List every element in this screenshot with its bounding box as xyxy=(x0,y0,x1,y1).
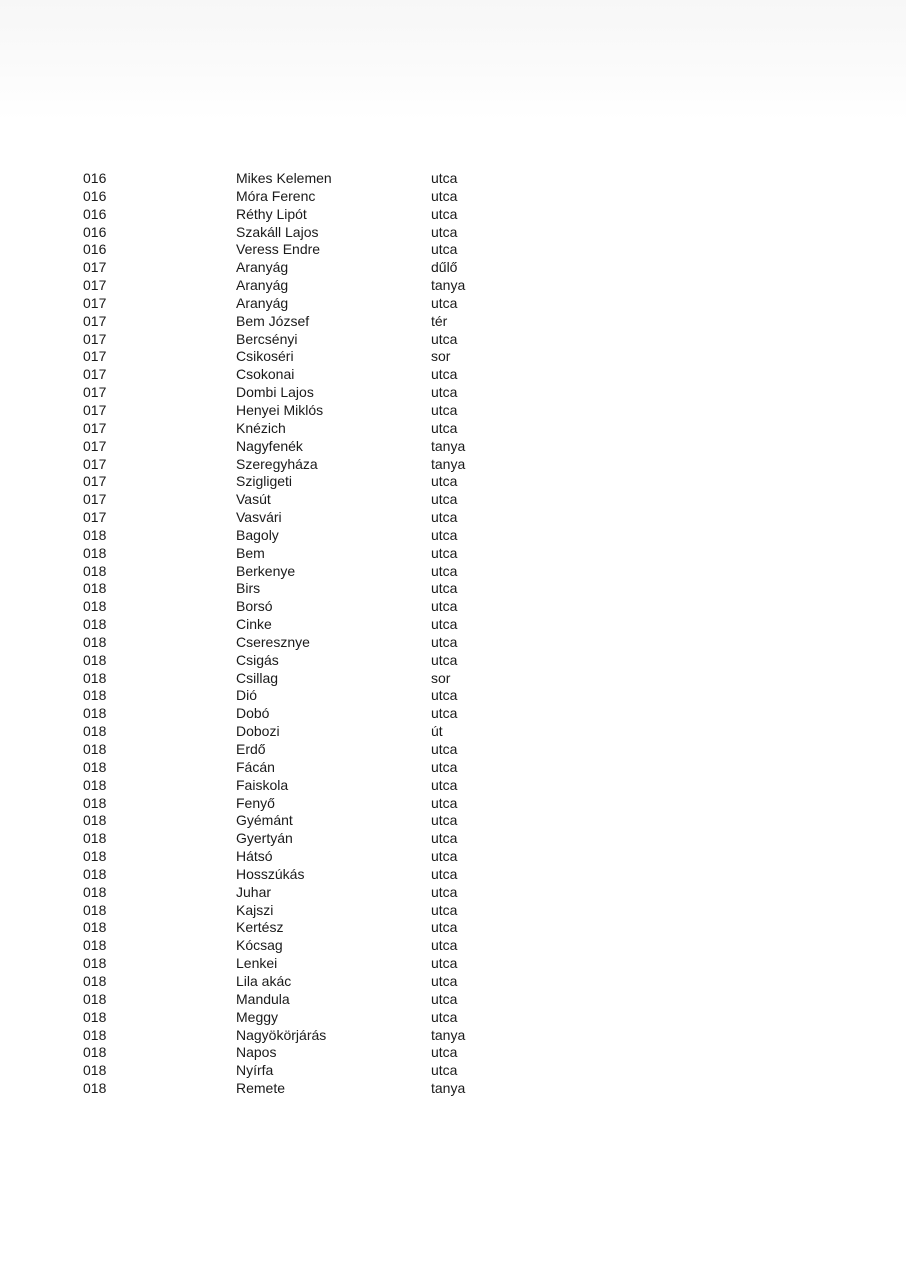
list-item xyxy=(0,563,906,581)
list-item xyxy=(0,348,906,366)
district-code: 018 xyxy=(83,633,107,650)
street-type: utca xyxy=(431,187,458,204)
list-item xyxy=(0,955,906,973)
district-code: 018 xyxy=(83,1008,107,1025)
list-item xyxy=(0,206,906,224)
district-code: 016 xyxy=(83,241,107,258)
district-code: 017 xyxy=(83,437,107,454)
list-item xyxy=(0,991,906,1009)
district-code: 018 xyxy=(83,919,107,936)
street-type: utca xyxy=(431,830,458,847)
district-code: 017 xyxy=(83,294,107,311)
street-name: Dobozi xyxy=(236,723,280,740)
list-item xyxy=(0,652,906,670)
street-type: utca xyxy=(431,384,458,401)
district-code: 018 xyxy=(83,651,107,668)
street-type: utca xyxy=(431,794,458,811)
street-type: utca xyxy=(431,223,458,240)
district-code: 018 xyxy=(83,812,107,829)
street-name: Réthy Lipót xyxy=(236,205,307,222)
district-code: 018 xyxy=(83,1044,107,1061)
street-name: Bem József xyxy=(236,312,310,329)
list-item xyxy=(0,777,906,795)
district-code: 018 xyxy=(83,883,107,900)
street-type: utca xyxy=(431,509,458,526)
list-item xyxy=(0,580,906,598)
district-code: 018 xyxy=(83,1026,107,1043)
district-code: 018 xyxy=(83,865,107,882)
street-name: Lenkei xyxy=(236,955,278,972)
street-type: utca xyxy=(431,598,458,615)
street-type: utca xyxy=(431,865,458,882)
district-code: 017 xyxy=(83,419,107,436)
street-type: út xyxy=(431,723,443,740)
list-item xyxy=(0,795,906,813)
district-code: 018 xyxy=(83,616,107,633)
district-code: 016 xyxy=(83,187,107,204)
street-name: Aranyág xyxy=(236,294,289,311)
street-type: utca xyxy=(431,812,458,829)
street-type: utca xyxy=(431,1044,458,1061)
street-name: Veress Endre xyxy=(236,241,321,258)
district-code: 018 xyxy=(83,937,107,954)
street-name: Bem xyxy=(236,544,265,561)
street-name: Fácán xyxy=(236,758,275,775)
street-list xyxy=(0,170,906,1098)
street-name: Mikes Kelemen xyxy=(236,170,332,186)
street-type: utca xyxy=(431,473,458,490)
street-type: utca xyxy=(431,562,458,579)
street-type: utca xyxy=(431,758,458,775)
street-name: Meggy xyxy=(236,1008,279,1025)
list-item xyxy=(0,241,906,259)
district-code: 018 xyxy=(83,705,107,722)
street-type: utca xyxy=(431,170,458,186)
street-name: Juhar xyxy=(236,883,272,900)
street-type: utca xyxy=(431,401,458,418)
list-item xyxy=(0,830,906,848)
street-type: utca xyxy=(431,741,458,757)
district-code: 018 xyxy=(83,580,107,597)
list-item xyxy=(0,812,906,830)
list-item xyxy=(0,331,906,349)
street-name: Szeregyháza xyxy=(236,455,318,472)
street-type: utca xyxy=(431,294,458,311)
street-type: utca xyxy=(431,241,458,258)
street-name: Cinke xyxy=(236,616,272,633)
district-code: 018 xyxy=(83,758,107,775)
list-item xyxy=(0,259,906,277)
street-name: Cseresznye xyxy=(236,633,310,650)
street-type: utca xyxy=(431,580,458,597)
street-name: Aranyág xyxy=(236,277,289,294)
street-name: Lila akác xyxy=(236,972,292,989)
list-item xyxy=(0,295,906,313)
list-item xyxy=(0,598,906,616)
list-item xyxy=(0,277,906,295)
street-type: utca xyxy=(431,366,458,383)
district-code: 017 xyxy=(83,348,107,365)
street-name: Csigás xyxy=(236,651,279,668)
street-type: utca xyxy=(431,651,458,668)
district-code: 018 xyxy=(83,562,107,579)
street-name: Szigligeti xyxy=(236,473,293,490)
street-name: Aranyág xyxy=(236,259,289,276)
list-item xyxy=(0,527,906,545)
list-item xyxy=(0,723,906,741)
street-type: tanya xyxy=(431,277,466,294)
district-code: 018 xyxy=(83,901,107,918)
list-item xyxy=(0,1080,906,1098)
street-name: Nagyökörjárás xyxy=(236,1026,327,1043)
street-name: Kertész xyxy=(236,919,284,936)
street-type: utca xyxy=(431,901,458,918)
street-name: Hátsó xyxy=(236,848,273,865)
street-type: tanya xyxy=(431,1026,466,1043)
district-code: 018 xyxy=(83,687,107,704)
street-name: Napos xyxy=(236,1044,277,1061)
street-type: tanya xyxy=(431,437,466,454)
street-name: Henyei Miklós xyxy=(236,401,324,418)
district-code: 016 xyxy=(83,170,107,186)
street-type: utca xyxy=(431,544,458,561)
district-code: 017 xyxy=(83,473,107,490)
district-code: 018 xyxy=(83,830,107,847)
street-type: utca xyxy=(431,919,458,936)
district-code: 017 xyxy=(83,312,107,329)
street-type: utca xyxy=(431,848,458,865)
district-code: 018 xyxy=(83,990,107,1007)
district-code: 018 xyxy=(83,669,107,686)
list-item xyxy=(0,866,906,884)
list-item xyxy=(0,188,906,206)
street-type: utca xyxy=(431,491,458,508)
district-code: 017 xyxy=(83,491,107,508)
list-item xyxy=(0,1062,906,1080)
street-name: Nagyfenék xyxy=(236,437,303,454)
list-item xyxy=(0,438,906,456)
street-name: Dió xyxy=(236,687,258,704)
list-item xyxy=(0,420,906,438)
list-item xyxy=(0,616,906,634)
district-code: 018 xyxy=(83,526,107,543)
street-type: utca xyxy=(431,633,458,650)
street-type: utca xyxy=(431,937,458,954)
street-type: utca xyxy=(431,419,458,436)
street-name: Knézich xyxy=(236,419,286,436)
street-name: Vasút xyxy=(236,491,271,508)
district-code: 018 xyxy=(83,848,107,865)
list-item xyxy=(0,759,906,777)
street-name: Gyémánt xyxy=(236,812,293,829)
street-type: tér xyxy=(431,312,448,329)
district-code: 017 xyxy=(83,366,107,383)
street-type: utca xyxy=(431,205,458,222)
street-name: Hosszúkás xyxy=(236,865,305,882)
list-item xyxy=(0,902,906,920)
street-type: utca xyxy=(431,883,458,900)
street-name: Faiskola xyxy=(236,776,289,793)
street-type: dűlő xyxy=(431,259,458,276)
street-name: Bercsényi xyxy=(236,330,298,347)
list-item xyxy=(0,545,906,563)
list-item xyxy=(0,224,906,242)
street-name: Berkenye xyxy=(236,562,296,579)
district-code: 018 xyxy=(83,1080,107,1097)
street-name: Dombi Lajos xyxy=(236,384,314,401)
list-item xyxy=(0,705,906,723)
street-name: Csillag xyxy=(236,669,279,686)
list-item xyxy=(0,670,906,688)
list-item xyxy=(0,1009,906,1027)
district-code: 018 xyxy=(83,1062,107,1079)
street-name: Móra Ferenc xyxy=(236,187,316,204)
district-code: 017 xyxy=(83,455,107,472)
street-name: Kócsag xyxy=(236,937,283,954)
list-item xyxy=(0,313,906,331)
street-name: Bagoly xyxy=(236,526,279,543)
street-type: utca xyxy=(431,526,458,543)
list-item xyxy=(0,170,906,188)
district-code: 016 xyxy=(83,223,107,240)
street-name: Csikoséri xyxy=(236,348,294,365)
district-code: 017 xyxy=(83,277,107,294)
street-type: utca xyxy=(431,990,458,1007)
street-name: Mandula xyxy=(236,990,290,1007)
list-item xyxy=(0,741,906,759)
street-type: utca xyxy=(431,330,458,347)
street-name: Fenyő xyxy=(236,794,275,811)
district-code: 017 xyxy=(83,509,107,526)
district-code: 017 xyxy=(83,384,107,401)
district-code: 018 xyxy=(83,776,107,793)
street-type: utca xyxy=(431,705,458,722)
street-type: utca xyxy=(431,776,458,793)
street-name: Nyírfa xyxy=(236,1062,274,1079)
street-type: utca xyxy=(431,687,458,704)
street-type: sor xyxy=(431,669,451,686)
street-type: utca xyxy=(431,1062,458,1079)
district-code: 017 xyxy=(83,401,107,418)
district-code: 018 xyxy=(83,955,107,972)
district-code: 017 xyxy=(83,259,107,276)
list-item xyxy=(0,973,906,991)
street-name: Csokonai xyxy=(236,366,295,383)
list-item xyxy=(0,884,906,902)
list-item xyxy=(0,937,906,955)
list-item xyxy=(0,1044,906,1062)
list-item xyxy=(0,509,906,527)
street-name: Dobó xyxy=(236,705,270,722)
street-name: Remete xyxy=(236,1080,286,1097)
list-item xyxy=(0,366,906,384)
list-item xyxy=(0,919,906,937)
street-type: utca xyxy=(431,972,458,989)
list-item xyxy=(0,473,906,491)
list-item xyxy=(0,634,906,652)
district-code: 018 xyxy=(83,544,107,561)
street-type: sor xyxy=(431,348,451,365)
list-item xyxy=(0,491,906,509)
street-type: utca xyxy=(431,1008,458,1025)
street-name: Szakáll Lajos xyxy=(236,223,319,240)
street-name: Erdő xyxy=(236,741,266,757)
list-item xyxy=(0,456,906,474)
street-type: tanya xyxy=(431,455,466,472)
district-code: 018 xyxy=(83,972,107,989)
district-code: 018 xyxy=(83,598,107,615)
street-type: utca xyxy=(431,616,458,633)
district-code: 018 xyxy=(83,741,107,757)
list-item xyxy=(0,384,906,402)
scan-shadow xyxy=(0,0,906,120)
street-name: Kajszi xyxy=(236,901,274,918)
street-type: utca xyxy=(431,955,458,972)
list-item xyxy=(0,848,906,866)
district-code: 018 xyxy=(83,794,107,811)
street-name: Borsó xyxy=(236,598,273,615)
district-code: 017 xyxy=(83,330,107,347)
list-item xyxy=(0,1027,906,1045)
street-type: tanya xyxy=(431,1080,466,1097)
district-code: 018 xyxy=(83,723,107,740)
street-name: Gyertyán xyxy=(236,830,293,847)
list-item xyxy=(0,687,906,705)
district-code: 016 xyxy=(83,205,107,222)
list-item xyxy=(0,402,906,420)
street-name: Vasvári xyxy=(236,509,282,526)
street-name: Birs xyxy=(236,580,261,597)
